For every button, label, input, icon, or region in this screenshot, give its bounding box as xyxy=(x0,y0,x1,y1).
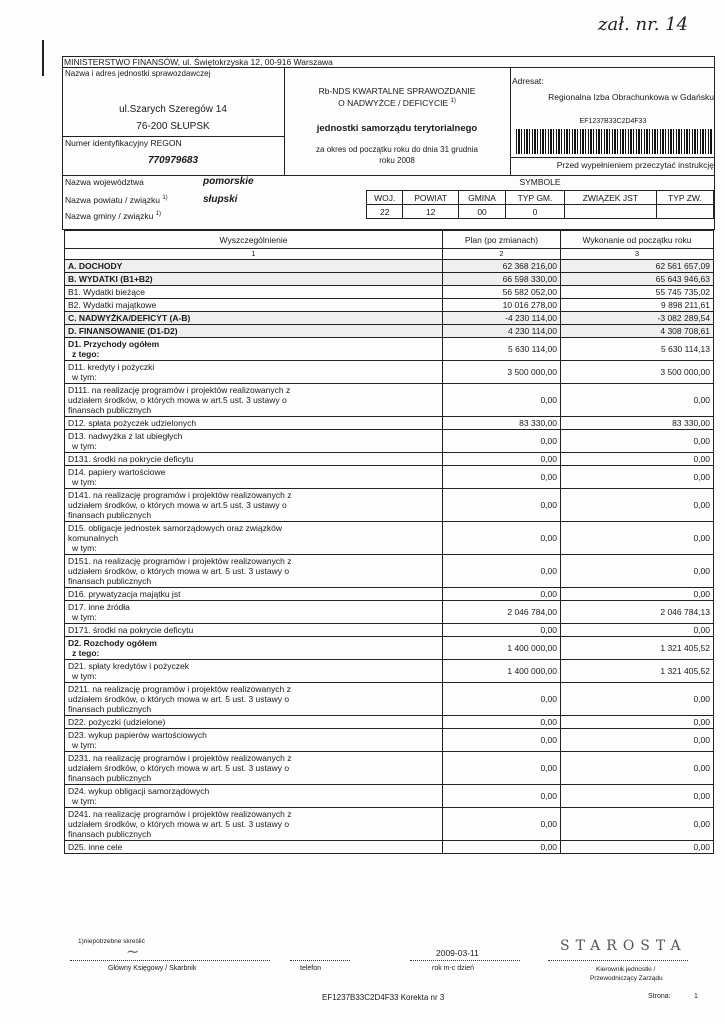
row-execution-value: 0,00 xyxy=(561,841,714,854)
row-execution-value: 55 745 735,02 xyxy=(561,286,714,299)
signature-line-head xyxy=(548,960,688,961)
col-header-description: Wyszczególnienie xyxy=(65,231,443,249)
table-row xyxy=(65,361,714,384)
footnote: 1)niepotrzebne skreślić xyxy=(78,938,145,945)
row-execution-value: 0,00 xyxy=(561,588,714,601)
symbol-col-header: POWIAT xyxy=(403,191,459,205)
row-description xyxy=(65,273,443,286)
col-header-plan: Plan (po zmianach) xyxy=(443,231,561,249)
row-description-line: finansach publicznych xyxy=(68,510,152,520)
row-execution-value: 9 898 211,61 xyxy=(561,299,714,312)
report-title-2-sup: 1) xyxy=(450,98,456,105)
row-description-line: udziałem środków, o których mowa w art.5 ust. 3 ustawy o xyxy=(68,395,287,405)
symbol-value: 12 xyxy=(403,205,459,219)
row-description xyxy=(65,729,443,752)
row-description xyxy=(65,453,443,466)
page-number: 1 xyxy=(694,993,698,1000)
row-execution-value: 1 321 405,52 xyxy=(561,637,714,660)
row-description-line: D14. papiery wartościowe xyxy=(68,467,166,477)
row-plan-value: 0,00 xyxy=(443,466,561,489)
divider xyxy=(510,67,511,175)
row-description-line: D211. na realizację programów i projektów realizowanych z xyxy=(68,684,291,694)
table-row xyxy=(65,489,714,522)
row-plan-value: 10 016 278,00 xyxy=(443,299,561,312)
row-description-line: w tym: xyxy=(72,477,97,487)
row-plan-value: 0,00 xyxy=(443,522,561,555)
corner-note: zał. nr. 14 xyxy=(598,14,689,35)
table-row xyxy=(65,752,714,785)
row-execution-value: 0,00 xyxy=(561,729,714,752)
row-description-line: finansach publicznych xyxy=(68,704,152,714)
row-description xyxy=(65,637,443,660)
row-description xyxy=(65,716,443,729)
row-description-line: D25. inne cele xyxy=(68,842,123,852)
table-row xyxy=(65,785,714,808)
row-execution-value: 0,00 xyxy=(561,555,714,588)
report-title: Rb-NDS KWARTALNE SPRAWOZDANIE xyxy=(318,86,476,96)
voivodeship-label: Nazwa województwa xyxy=(65,177,144,187)
report-title-2 xyxy=(284,98,510,108)
row-plan-value: 2 046 784,00 xyxy=(443,601,561,624)
symbol-col-header: ZWIĄZEK JST xyxy=(564,191,656,205)
row-description-line: D1. Przychody ogółem xyxy=(68,339,160,349)
row-execution-value: 0,00 xyxy=(561,683,714,716)
row-description xyxy=(65,361,443,384)
row-description-line: D171. środki na pokrycie deficytu xyxy=(68,625,194,635)
row-execution-value: 0,00 xyxy=(561,752,714,785)
row-execution-value: 0,00 xyxy=(561,430,714,453)
row-plan-value: 1 400 000,00 xyxy=(443,660,561,683)
row-description xyxy=(65,522,443,555)
row-description xyxy=(65,588,443,601)
table-row xyxy=(65,522,714,555)
row-description-line: komunalnych xyxy=(68,533,119,543)
table-row xyxy=(65,430,714,453)
county-label xyxy=(65,195,168,205)
row-plan-value: 0,00 xyxy=(443,384,561,417)
row-description-line: finansach publicznych xyxy=(68,829,152,839)
row-description-line: D22. pożyczki (udzielone) xyxy=(68,717,166,727)
row-description-line: w tym: xyxy=(72,372,97,382)
unit-address1: ul.Szarych Szeregów 14 xyxy=(119,104,227,115)
divider xyxy=(62,136,284,137)
row-plan-value: 0,00 xyxy=(443,430,561,453)
row-description xyxy=(65,752,443,785)
divider xyxy=(62,67,715,68)
table-row xyxy=(65,729,714,752)
symbol-col-header: TYP ZW. xyxy=(656,191,713,205)
row-plan-value: 0,00 xyxy=(443,555,561,588)
row-execution-value: 0,00 xyxy=(561,624,714,637)
unit-name-label: Nazwa i adres jednostki sprawozdawczej xyxy=(65,69,211,78)
symbols-header: SYMBOLE xyxy=(519,177,561,187)
starosta-stamp: STAROSTA xyxy=(560,938,687,954)
barcode xyxy=(516,129,712,154)
row-plan-value: 56 582 052,00 xyxy=(443,286,561,299)
symbol-col-header: GMINA xyxy=(458,191,505,205)
report-date: 2009-03-11 xyxy=(436,948,479,958)
margin-mark xyxy=(42,40,44,76)
row-description-line: D13. nadwyżka z lat ubiegłych xyxy=(68,431,183,441)
row-description-line: D15. obligacje jednostek samorządowych oraz związków xyxy=(68,523,283,533)
row-description xyxy=(65,260,443,273)
row-description-line: w tym: xyxy=(72,441,97,451)
table-row xyxy=(65,716,714,729)
signature-line-accountant xyxy=(70,960,270,961)
row-execution-value: 0,00 xyxy=(561,384,714,417)
row-plan-value: -4 230 114,00 xyxy=(443,312,561,325)
row-description-line: D131. środki na pokrycie deficytu xyxy=(68,454,194,464)
row-description-line: z tego: xyxy=(72,349,100,359)
signature-line-phone xyxy=(290,960,350,961)
regon-label: Numer identyfikacyjny REGON xyxy=(65,138,182,148)
table-row xyxy=(65,683,714,716)
row-description-line: D21. spłaty kredytów i pożyczek xyxy=(68,661,189,671)
table-row xyxy=(65,286,714,299)
row-execution-value: 0,00 xyxy=(561,453,714,466)
row-description-line: w tym: xyxy=(72,740,97,750)
report-subtitle: jednostki samorządu terytorialnego xyxy=(316,123,478,134)
table-row xyxy=(65,466,714,489)
table-row xyxy=(65,808,714,841)
symbol-value xyxy=(656,205,713,219)
table-row xyxy=(65,325,714,338)
row-description-line: udziałem środków, o których mowa w art. 5 ust. 3 ustawy o xyxy=(68,763,290,773)
row-description-line: D23. wykup papierów wartościowych xyxy=(68,730,207,740)
row-description-line: C. NADWYŻKA/DEFICYT (A-B) xyxy=(68,313,191,323)
row-description-line: udziałem środków, o których mowa w art.5 ust. 3 ustawy o xyxy=(68,500,287,510)
addressee-label: Adresat: xyxy=(512,76,544,86)
symbols-table xyxy=(366,190,714,219)
row-plan-value: 0,00 xyxy=(443,624,561,637)
row-description-line: D141. na realizację programów i projektów realizowanych z xyxy=(68,490,292,500)
row-description xyxy=(65,384,443,417)
report-period-year: roku 2008 xyxy=(379,156,415,165)
row-plan-value: 3 500 000,00 xyxy=(443,361,561,384)
row-description-line: D241. na realizację programów i projektów realizowanych z xyxy=(68,809,292,819)
table-row xyxy=(65,338,714,361)
col-header-execution: Wykonanie od początku roku xyxy=(561,231,714,249)
table-row xyxy=(65,260,714,273)
county-value: słupski xyxy=(203,194,238,205)
row-plan-value: 0,00 xyxy=(443,453,561,466)
county-label-sup: 1) xyxy=(162,195,168,202)
row-description-line: B1. Wydatki bieżące xyxy=(68,287,145,297)
accountant-signature: ~ xyxy=(126,942,140,961)
row-description-line: D16. prywatyzacja majątku jst xyxy=(68,589,181,599)
table-row xyxy=(65,299,714,312)
row-description-line: D12. spłata pożyczek udzielonych xyxy=(68,418,197,428)
table-row xyxy=(65,312,714,325)
row-plan-value: 62 368 216,00 xyxy=(443,260,561,273)
symbol-value: 22 xyxy=(367,205,403,219)
col-number-2: 2 xyxy=(443,249,561,260)
row-plan-value: 4 230 114,00 xyxy=(443,325,561,338)
table-row xyxy=(65,588,714,601)
row-description-line: z tego: xyxy=(72,648,100,658)
ministry-line: MINISTERSTWO FINANSÓW, ul. Świętokrzyska 12, 00-916 Warszawa xyxy=(64,57,333,67)
row-description xyxy=(65,601,443,624)
date-line xyxy=(410,960,520,961)
row-description xyxy=(65,683,443,716)
commune-label xyxy=(65,211,161,221)
row-description-line: w tym: xyxy=(72,671,97,681)
row-description-line: D111. na realizację programów i projektów realizowanych z xyxy=(68,385,291,395)
row-description-line: udziałem środków, o których mowa w art. 5 ust. 3 ustawy o xyxy=(68,694,290,704)
county-label-text: Nazwa powiatu / związku xyxy=(65,195,160,205)
row-description-line: w tym: xyxy=(72,543,97,553)
row-plan-value: 0,00 xyxy=(443,683,561,716)
head-label-2: Przewodniczący Zarządu xyxy=(590,975,663,982)
row-description xyxy=(65,417,443,430)
row-execution-value: 2 046 784,13 xyxy=(561,601,714,624)
row-description xyxy=(65,660,443,683)
page-label: Strona: xyxy=(648,993,671,1000)
table-row xyxy=(65,637,714,660)
report-period: za okres od początku roku do dnia 31 grudnia xyxy=(316,145,478,154)
row-description-line: finansach publicznych xyxy=(68,576,152,586)
symbol-col-header: TYP GM. xyxy=(506,191,565,205)
row-description xyxy=(65,785,443,808)
row-description-line: D17. inne źródła xyxy=(68,602,130,612)
row-execution-value: 0,00 xyxy=(561,808,714,841)
row-description-line: finansach publicznych xyxy=(68,773,152,783)
row-description xyxy=(65,312,443,325)
row-plan-value: 83 330,00 xyxy=(443,417,561,430)
row-plan-value: 0,00 xyxy=(443,808,561,841)
table-row xyxy=(65,273,714,286)
symbol-value: 00 xyxy=(458,205,505,219)
row-plan-value: 0,00 xyxy=(443,785,561,808)
row-description-line: D11. kredyty i pożyczki xyxy=(68,362,155,372)
row-description-line: A. DOCHODY xyxy=(68,261,123,271)
unit-address2: 76-200 SŁUPSK xyxy=(136,121,210,132)
row-description xyxy=(65,624,443,637)
commune-label-sup: 1) xyxy=(155,211,162,218)
row-description-line: D2. Rozchody ogółem xyxy=(68,638,157,648)
row-execution-value: 0,00 xyxy=(561,466,714,489)
row-plan-value: 0,00 xyxy=(443,489,561,522)
report-title-2-text: O NADWYŻCE / DEFICYCIE xyxy=(338,98,449,108)
symbol-col-header: WOJ. xyxy=(367,191,403,205)
row-execution-value: 0,00 xyxy=(561,489,714,522)
col-number-1: 1 xyxy=(65,249,443,260)
symbol-value: 0 xyxy=(506,205,565,219)
row-execution-value: 4 308 708,61 xyxy=(561,325,714,338)
table-row xyxy=(65,624,714,637)
row-execution-value: 83 330,00 xyxy=(561,417,714,430)
row-plan-value: 0,00 xyxy=(443,841,561,854)
row-execution-value: 62 561 657,09 xyxy=(561,260,714,273)
row-execution-value: 65 643 946,63 xyxy=(561,273,714,286)
divider xyxy=(62,175,715,176)
accountant-label: Główny Księgowy / Skarbnik xyxy=(108,965,197,972)
voivodeship-value: pomorskie xyxy=(203,176,254,187)
regon-value: 770979683 xyxy=(147,155,199,166)
row-description xyxy=(65,808,443,841)
addressee-name: Regionalna Izba Obrachunkowa w Gdańsku xyxy=(548,92,714,102)
symbol-value xyxy=(564,205,656,219)
row-description xyxy=(65,286,443,299)
finance-table xyxy=(64,230,714,854)
row-description xyxy=(65,338,443,361)
col-number-3: 3 xyxy=(561,249,714,260)
row-plan-value: 5 630 114,00 xyxy=(443,338,561,361)
row-description xyxy=(65,841,443,854)
row-description xyxy=(65,555,443,588)
row-execution-value: 0,00 xyxy=(561,522,714,555)
row-plan-value: 0,00 xyxy=(443,716,561,729)
row-plan-value: 0,00 xyxy=(443,588,561,601)
divider xyxy=(510,157,715,158)
row-description xyxy=(65,430,443,453)
table-row xyxy=(65,453,714,466)
row-description-line: B. WYDATKI (B1+B2) xyxy=(68,274,153,284)
row-description-line: w tym: xyxy=(72,796,97,806)
commune-label-text: Nazwa gminy / związku xyxy=(65,211,154,221)
row-description xyxy=(65,466,443,489)
row-execution-value: 0,00 xyxy=(561,785,714,808)
date-label: rok m-c dzień xyxy=(432,965,475,972)
table-row xyxy=(65,384,714,417)
row-description-line: D24. wykup obligacji samorządowych xyxy=(68,786,210,796)
row-description-line: finansach publicznych xyxy=(68,405,152,415)
row-execution-value: 1 321 405,52 xyxy=(561,660,714,683)
addressee-code: EF1237B33C2D4F33 xyxy=(579,118,647,125)
table-row xyxy=(65,841,714,854)
row-execution-value: 3 500 000,00 xyxy=(561,361,714,384)
row-description xyxy=(65,489,443,522)
row-plan-value: 0,00 xyxy=(443,729,561,752)
table-row xyxy=(65,601,714,624)
row-description xyxy=(65,325,443,338)
row-description-line: D. FINANSOWANIE (D1-D2) xyxy=(68,326,178,336)
row-description-line: w tym: xyxy=(72,612,97,622)
row-description-line: D231. na realizację programów i projektów realizowanych z xyxy=(68,753,292,763)
head-label-1: Kierownik jednostki / xyxy=(596,966,656,973)
row-description-line: D151. na realizację programów i projektów realizowanych z xyxy=(68,556,292,566)
row-execution-value: 5 630 114,13 xyxy=(561,338,714,361)
row-description-line: udziałem środków, o których mowa w art. 5 ust. 3 ustawy o xyxy=(68,819,290,829)
row-description xyxy=(65,299,443,312)
footer-code: EF1237B33C2D4F33 Korekta nr 3 xyxy=(322,993,445,1002)
row-plan-value: 0,00 xyxy=(443,752,561,785)
row-description-line: udziałem środków, o których mowa w art. 5 ust. 3 ustawy o xyxy=(68,566,290,576)
row-description-line: B2. Wydatki majątkowe xyxy=(68,300,157,310)
phone-label: telefon xyxy=(300,965,322,972)
row-plan-value: 1 400 000,00 xyxy=(443,637,561,660)
table-row xyxy=(65,555,714,588)
row-execution-value: 0,00 xyxy=(561,716,714,729)
row-execution-value: -3 082 289,54 xyxy=(561,312,714,325)
row-plan-value: 66 598 330,00 xyxy=(443,273,561,286)
table-row xyxy=(65,660,714,683)
instruction-note: Przed wypełnieniem przeczytać instrukcję xyxy=(556,160,714,170)
table-row xyxy=(65,417,714,430)
